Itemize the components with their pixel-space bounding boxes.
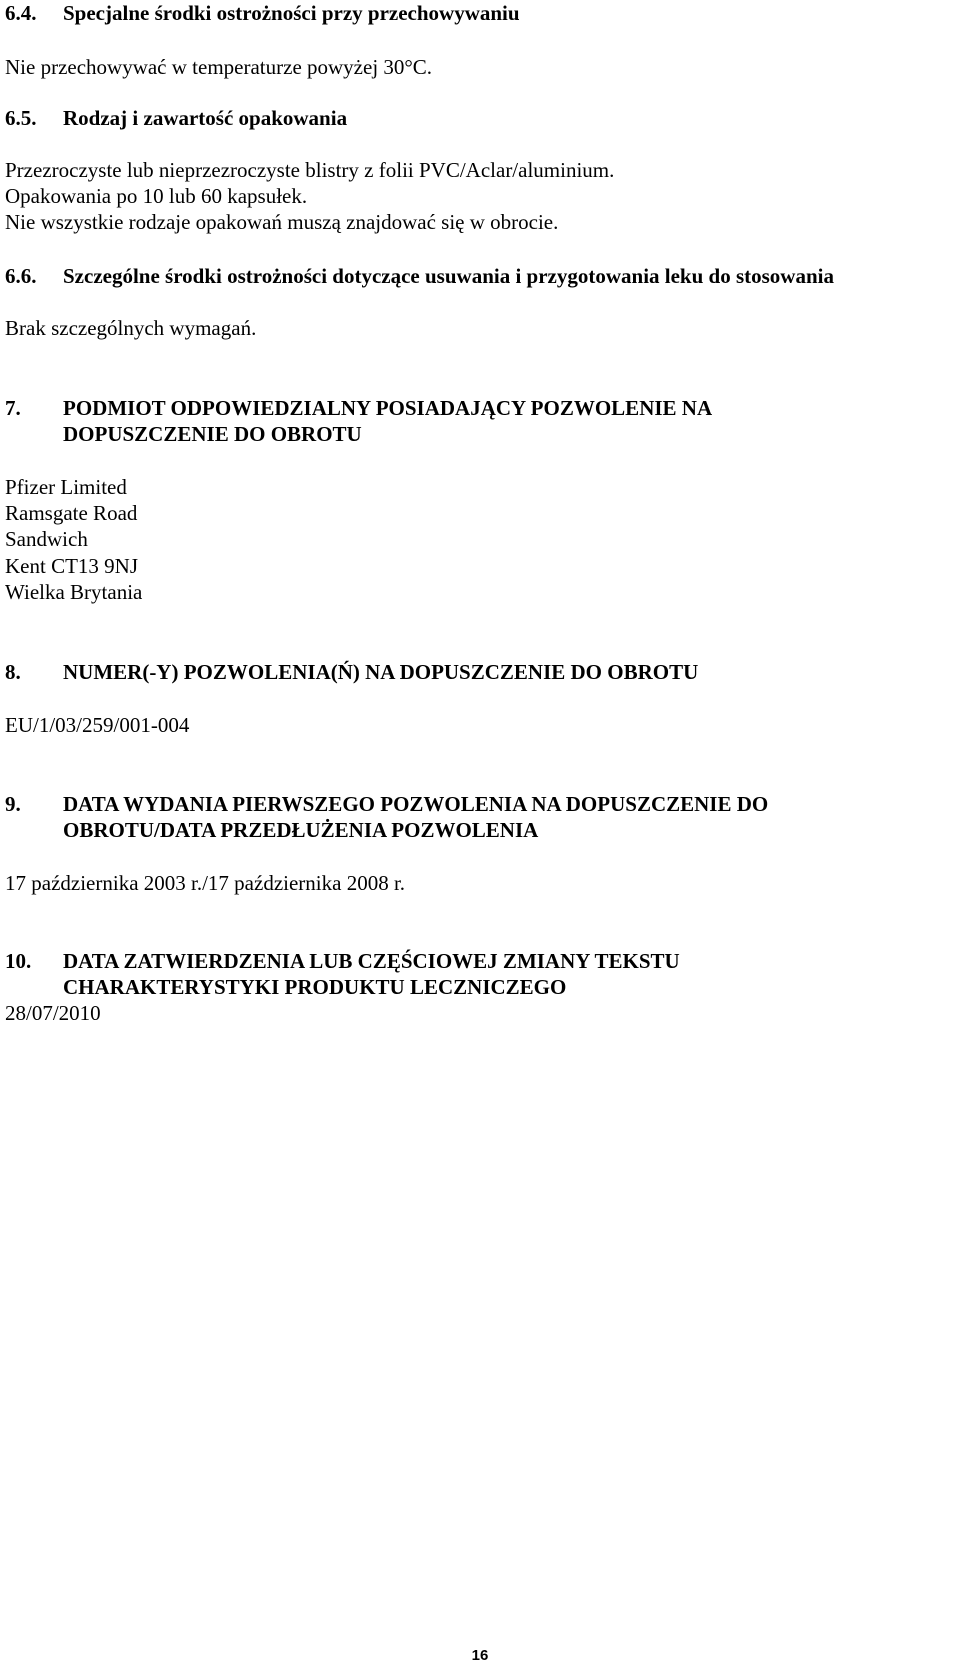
section-title: Specjalne środki ostrożności przy przechowywaniu	[63, 1, 520, 25]
section-number: 9.	[5, 792, 21, 816]
section-title-line: DATA WYDANIA PIERWSZEGO POZWOLENIA NA DOPUSZCZENIE DO	[63, 792, 769, 816]
section-title-line: PODMIOT ODPOWIEDZIALNY POSIADAJĄCY POZWOLENIE NA	[63, 396, 713, 420]
body-line: Brak szczególnych wymagań.	[5, 316, 257, 340]
section-title: Szczególne środki ostrożności dotyczące usuwania i przygotowania leku do stosowania	[63, 264, 834, 288]
address-line: Wielka Brytania	[5, 580, 143, 604]
page-number: 16	[471, 1647, 489, 1664]
section-title-line: DATA ZATWIERDZENIA LUB CZĘŚCIOWEJ ZMIANY TEKSTU	[63, 949, 680, 973]
authorisation-number: EU/1/03/259/001-004	[5, 713, 190, 737]
section-number: 6.4.	[5, 1, 37, 25]
address-line: Pfizer Limited	[5, 475, 127, 499]
section-number: 8.	[5, 660, 21, 684]
section-title: Rodzaj i zawartość opakowania	[63, 106, 348, 130]
address-line: Kent CT13 9NJ	[5, 554, 138, 578]
section-title: NUMER(-Y) POZWOLENIA(Ń) NA DOPUSZCZENIE DO OBROTU	[63, 660, 699, 684]
section-title-line: DOPUSZCZENIE DO OBROTU	[63, 422, 362, 446]
section-number: 6.6.	[5, 264, 37, 288]
body-line: Nie przechowywać w temperaturze powyżej 30°C.	[5, 55, 433, 79]
section-number: 6.5.	[5, 106, 37, 130]
body-line: Nie wszystkie rodzaje opakowań muszą znajdować się w obrocie.	[5, 210, 559, 234]
address-line: Sandwich	[5, 527, 88, 551]
date-line: 28/07/2010	[5, 1001, 101, 1025]
body-line: Przezroczyste lub nieprzezroczyste blistry z folii PVC/Aclar/aluminium.	[5, 158, 615, 182]
section-title-line: CHARAKTERYSTYKI PRODUKTU LECZNICZEGO	[63, 975, 567, 999]
body-line: Opakowania po 10 lub 60 kapsułek.	[5, 184, 308, 208]
section-title-line: OBROTU/DATA PRZEDŁUŻENIA POZWOLENIA	[63, 818, 539, 842]
section-number: 7.	[5, 396, 21, 420]
address-line: Ramsgate Road	[5, 501, 138, 525]
section-number: 10.	[5, 949, 32, 973]
date-line: 17 października 2003 r./17 października 2008 r.	[5, 871, 406, 895]
